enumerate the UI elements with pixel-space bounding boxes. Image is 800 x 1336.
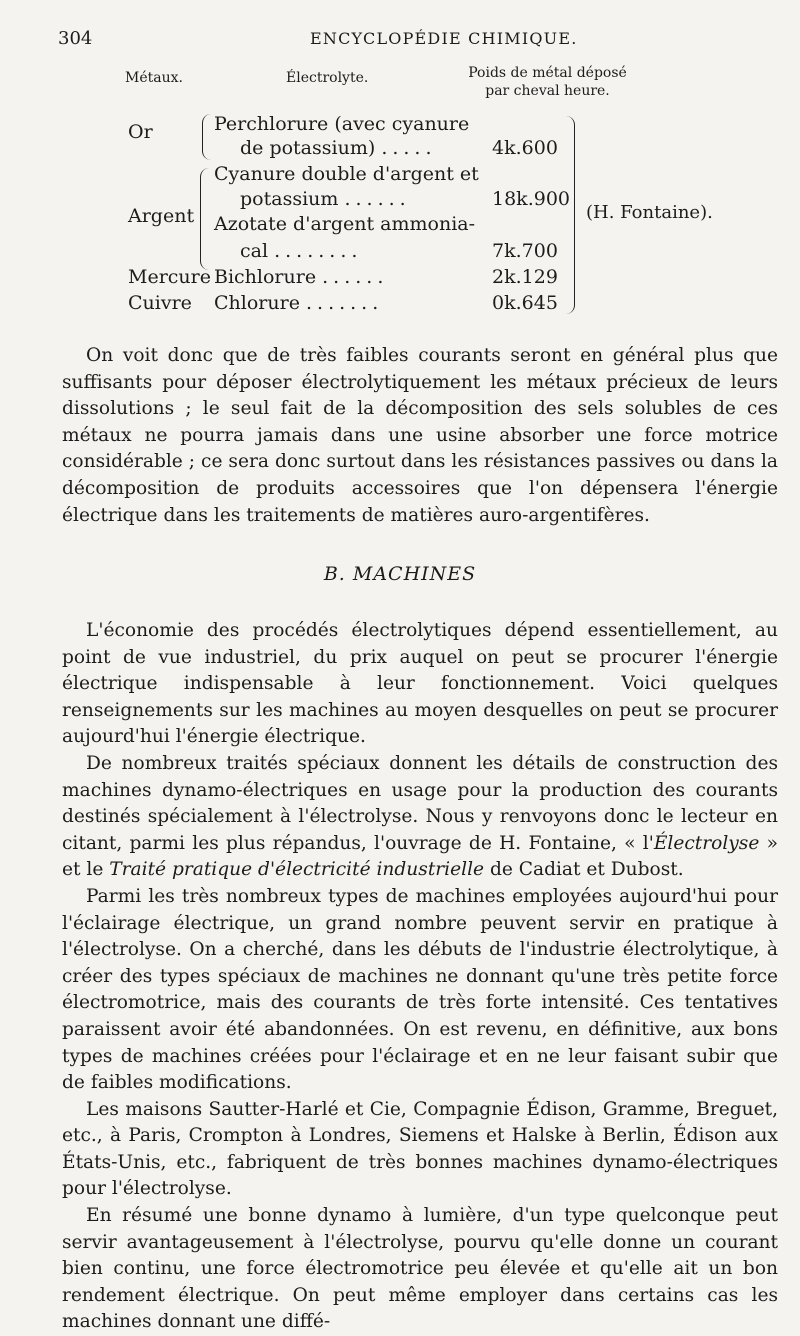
paragraph-1-text: On voit donc que de très faibles courants seront en général plus que suffisants pour déposer électrolytiquement les métaux précieux de leurs dissolutions ; le seul fait de la décomposition des sels solubles de ces métaux ne pourra jamais dans une usine absorber une force motrice considérable ; ce sera donc surtout dans les résistances passives ou dans la décomposition de produits accessoires que l'on dépensera l'énergie électrique dans les traitements de matières auro-argentifères.: [62, 345, 778, 526]
electrolyte-cuivre: [214, 292, 383, 314]
weight-argent-1: 18k.900: [492, 188, 570, 210]
electrolyte-argent-line1: Cyanure double d'argent et: [214, 163, 479, 185]
weight-or: 4k.600: [492, 137, 558, 159]
title-traite-pratique: Traité pratique d'électricité industrielle: [109, 859, 485, 881]
paragraph-1: [62, 343, 778, 529]
electrolyte-argent-line4: [240, 240, 362, 262]
paragraph-3-text-c: de Cadiat et Dubost.: [484, 859, 684, 881]
electrolyte-or-line2: [240, 137, 437, 159]
electrolyte-argent-line2: [240, 188, 411, 210]
electrolyte-argent-line3: Azotate d'argent ammonia-: [214, 213, 476, 235]
source-note: (H. Fontaine).: [586, 202, 713, 223]
column-header-weight: [460, 64, 635, 100]
paragraph-3-text-b: » et le: [62, 832, 778, 881]
brace-source: [564, 116, 575, 314]
weight-cuivre: 0k.645: [492, 292, 558, 314]
metal-argent: Argent: [128, 205, 195, 227]
paragraph-3-text-a: De nombreux traités spéciaux donnent les détails de construction des machines dynamo-électriques en usage pour la production des courants destinés spécialement à l'électrolyse. Nous y renvoyons donc le lecteur en citant, parmi les plus répandus, l'ouvrage de H. Fontaine, « l': [62, 752, 778, 854]
electrolyte-argent-text2: cal: [240, 240, 269, 262]
electrolyte-or-text: de potassium): [240, 137, 376, 159]
metal-or: Or: [128, 121, 153, 143]
electrolyte-mercure-text: Bichlorure: [214, 266, 317, 288]
page-number: 304: [58, 28, 93, 49]
paragraph-4: Parmi les très nombreux types de machines employées aujourd'hui pour l'éclairage électrique, un grand nombre peuvent servir en pratique à l'électrolyse. On a cherché, dans les débuts de l'industrie électrolytique, à créer des types spéciaux de machines ne donnant qu'une très petite force électromotrice, mais des courants de très forte intensité. Ces tentatives paraissent avoir été abandonnées. On est revenu, en définitive, aux bons types de machines créées pour l'éclairage et en ne leur faisant subir que de faibles modifications.: [62, 885, 778, 1094]
title-electrolyse: Électrolyse: [653, 832, 760, 854]
paragraph-2: L'économie des procédés électrolytiques dépend essentiellement, au point de vue industriel, du prix auquel on peut se procurer l'énergie électrique indispensable à leur fonctionnement. Voici quelques renseignements sur les machines au moyen desquelles on peut se procurer aujourd'hui l'énergie électrique.: [62, 620, 778, 748]
leader-dots: ........: [274, 240, 363, 262]
electrolyte-cuivre-text: Chlorure: [214, 292, 300, 314]
brace-or: [202, 114, 213, 160]
leader-dots: .....: [381, 137, 437, 159]
leader-dots: ......: [322, 266, 389, 288]
column-header-weight-line2: par cheval heure.: [485, 83, 610, 99]
leader-dots: .......: [305, 292, 384, 314]
electrolyte-mercure: [214, 266, 388, 288]
electrolyte-or-line1: Perchlorure (avec cyanure: [214, 113, 470, 135]
running-title: ENCYCLOPÉDIE CHIMIQUE.: [310, 29, 578, 48]
column-header-metal: Métaux.: [125, 70, 183, 86]
column-header-electrolyte: Électrolyte.: [286, 70, 369, 86]
leader-dots: ......: [344, 188, 411, 210]
brace-argent: [200, 168, 211, 270]
column-header-weight-line1: Poids de métal déposé: [468, 65, 627, 81]
metal-mercure: Mercure: [128, 266, 211, 288]
metal-cuivre: Cuivre: [128, 292, 192, 314]
body-section-b: [62, 618, 778, 1336]
weight-mercure: 2k.129: [492, 266, 558, 288]
paragraph-5: Les maisons Sautter-Harlé et Cie, Compagnie Édison, Gramme, Breguet, etc., à Paris, Crompton à Londres, Siemens et Halske à Berlin, Édison aux États-Unis, etc., fabriquent de très bonnes machines dynamo-électriques pour l'électrolyse.: [62, 1098, 778, 1200]
paragraph-6: En résumé une bonne dynamo à lumière, d'un type quelconque peut servir avantageusement à l'électrolyse, pourvu qu'elle donne un courant bien continu, une force électromotrice peu élevée et qu'elle ait un bon rendement électrique. On peut même employer dans certains cas les machines donnant une diffé-: [62, 1205, 778, 1333]
weight-argent-2: 7k.700: [492, 240, 558, 262]
section-title: B. MACHINES: [323, 563, 477, 585]
page-header: [58, 28, 760, 52]
paragraph-3: [62, 751, 778, 884]
electrolyte-argent-text: potassium: [240, 188, 339, 210]
